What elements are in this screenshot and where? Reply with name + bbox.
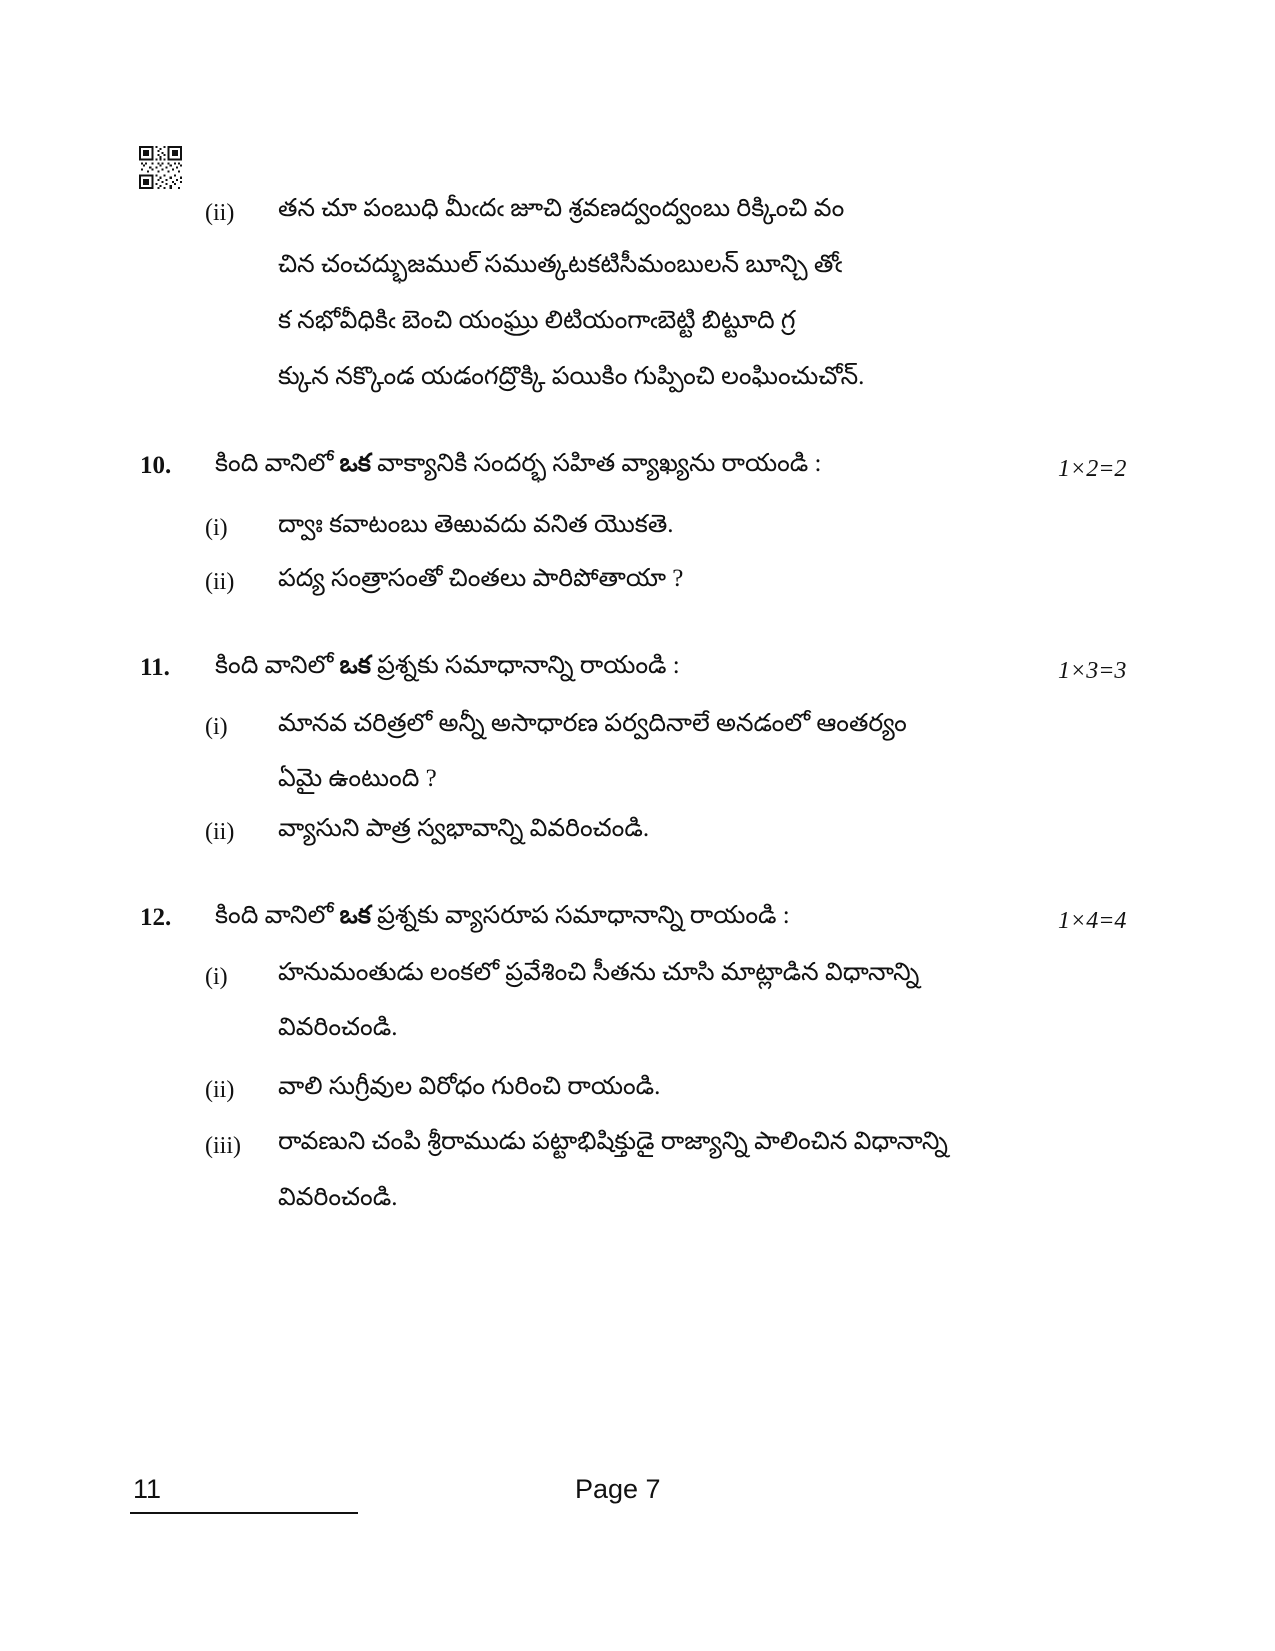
verse-line: క్కున నక్కొండ యడంగద్రొక్కి పయికిం గుప్పించి లంఘించుచోన్.	[278, 363, 865, 390]
question-text-post: ప్రశ్నకు సమాధానాన్ని రాయండి :	[370, 652, 680, 679]
question-text-pre: కింది వానిలో	[215, 902, 340, 929]
question-12-item-i-line: హనుమంతుడు లంకలో ప్రవేశించి సీతను చూసి మాట్లాడిన విధానాన్ని	[278, 959, 920, 986]
question-12-item-iii-line: రావణుని చంపి శ్రీరాముడు పట్టాభిషిక్తుడై రాజ్యాన్ని పాలించిన విధానాన్ని	[278, 1128, 948, 1155]
question-text-pre: కింది వానిలో	[215, 652, 340, 679]
question-text-post: వాక్యానికి సందర్భ సహిత వ్యాఖ్యను రాయండి :	[370, 450, 822, 477]
question-12-item-i-label: (i)	[205, 964, 228, 990]
question-10-number: 10.	[140, 452, 172, 479]
question-10-marks: 1×2=2	[1058, 456, 1127, 482]
qr-code	[139, 146, 182, 189]
question-10-item-i-text: ద్వాః కవాటంబు తెఱువదు వనిత యొకతె.	[278, 511, 674, 538]
question-11-item-i-line: మానవ చరిత్రలో అన్నీ అసాధారణ పర్వదినాలే అనడంలో ఆంతర్యం	[278, 710, 907, 737]
question-12-item-ii-label: (ii)	[205, 1077, 235, 1103]
question-12-item-iii-line: వివరించండి.	[278, 1184, 398, 1211]
question-11-text	[215, 652, 680, 686]
question-12-text	[215, 902, 790, 936]
question-10-item-ii-text: పద్య సంత్రాసంతో చింతలు పారిపోతాయా ?	[278, 565, 684, 592]
question-12-item-ii-text: వాలి సుగ్రీవుల విరోధం గురించి రాయండి.	[278, 1073, 661, 1100]
question-12-item-iii-label: (iii)	[205, 1133, 241, 1159]
question-text-bold: ఒక	[339, 652, 371, 679]
question-text-bold: ఒక	[339, 450, 371, 477]
question-10-item-ii-label: (ii)	[205, 569, 235, 595]
question-12-number: 12.	[140, 904, 172, 931]
verse-line: తన చూ పంబుధి మీఁదఁ జూచి శ్రవణద్వంద్వంబు రిక్కించి వం	[278, 195, 845, 222]
question-12-marks: 1×4=4	[1058, 908, 1127, 934]
verse-line: క నభోవీధికిఁ బెంచి యంఘ్రు లిటియంగాఁబెట్టి బిట్టూది గ్ర	[278, 307, 796, 334]
question-10-text	[215, 450, 822, 484]
verse-item-label: (ii)	[205, 200, 235, 226]
question-11-marks: 1×3=3	[1058, 658, 1127, 684]
question-11-item-i-label: (i)	[205, 714, 228, 740]
question-11-number: 11.	[140, 654, 170, 681]
question-11-item-i-line: ఏమై ఉంటుంది ?	[278, 765, 437, 792]
question-11-item-ii-text: వ్యాసుని పాత్ర స్వభావాన్ని వివరించండి.	[278, 815, 650, 842]
footer-page-number: Page 7	[575, 1474, 661, 1504]
verse-line: చిన చంచద్భుజముల్ సముత్కటకటిసీమంబులన్ బూన్చి తోఁ	[278, 251, 843, 278]
question-text-bold: ఒక	[339, 902, 371, 929]
question-text-pre: కింది వానిలో	[215, 450, 340, 477]
footer-question-paper-code: 11	[133, 1474, 162, 1504]
question-11-item-ii-label: (ii)	[205, 819, 235, 845]
footer-underline	[130, 1512, 358, 1514]
question-10-item-i-label: (i)	[205, 515, 228, 541]
question-12-item-i-line: వివరించండి.	[278, 1014, 398, 1041]
question-text-post: ప్రశ్నకు వ్యాసరూప సమాధానాన్ని రాయండి :	[370, 902, 790, 929]
